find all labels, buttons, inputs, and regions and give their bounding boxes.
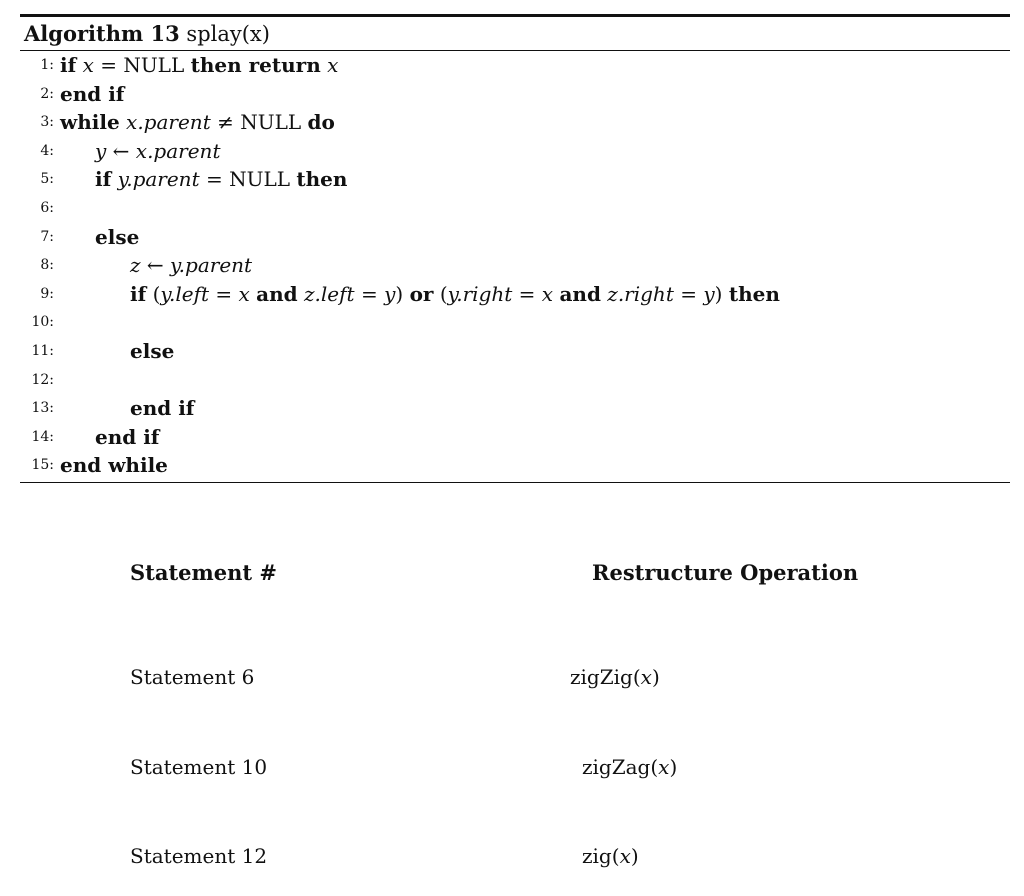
operation-name: zigZig	[570, 665, 633, 689]
algorithm-line-1	[20, 51, 1010, 80]
operator: =	[680, 281, 697, 306]
operation-cell: zig(x)	[582, 844, 639, 868]
algorithm-line-4	[20, 137, 1010, 166]
keyword: end if	[130, 396, 195, 421]
line-number: 1:	[40, 57, 54, 73]
line-number: 5:	[40, 171, 54, 188]
line-number: 11:	[31, 342, 54, 359]
line-number: 13:	[31, 400, 54, 417]
statement-cell: Statement 12	[130, 844, 268, 868]
algorithm-name: splay(x)	[186, 22, 270, 46]
expression: y.right	[447, 281, 513, 306]
operation-arg: x	[619, 844, 631, 868]
algorithm-caption	[20, 17, 1010, 50]
statement-cell: Statement 6	[130, 665, 255, 689]
algorithm-line-5	[20, 165, 1010, 194]
algorithm-label: Algorithm 13	[24, 21, 180, 46]
expression: x.parent	[135, 138, 221, 163]
algorithm-line-13	[20, 394, 1010, 423]
line-number: 2:	[40, 85, 54, 102]
operator: =	[518, 281, 536, 306]
line-number: 15:	[31, 457, 54, 474]
paren: )	[395, 281, 404, 306]
keyword: then	[728, 281, 780, 306]
keyword: or	[409, 281, 434, 306]
keyword: then	[296, 167, 348, 192]
algorithm-line-3	[20, 108, 1010, 137]
table-row	[0, 844, 1024, 874]
operation-cell: zigZig(x)	[570, 665, 660, 689]
variable: y	[95, 138, 107, 163]
operation-name: zig	[582, 844, 612, 868]
keyword: do	[307, 110, 335, 135]
statement-cell: Statement 10	[130, 755, 268, 779]
paren: )	[714, 281, 723, 306]
algorithm-line-15	[20, 451, 1010, 480]
line-number: 8:	[40, 257, 54, 274]
variable: y	[384, 281, 396, 306]
line-number: 12:	[31, 371, 54, 388]
variable: z	[130, 253, 141, 278]
bottom-rule	[20, 482, 1010, 483]
keyword: then return	[190, 53, 321, 77]
expression: y.parent	[170, 253, 253, 278]
keyword: if	[95, 167, 112, 192]
line-number: 3:	[40, 114, 54, 131]
operator: = NULL	[205, 167, 291, 192]
operator: = NULL	[100, 53, 185, 77]
expression: y.left	[160, 281, 210, 306]
keyword: else	[95, 224, 140, 249]
line-number: 4:	[40, 142, 54, 159]
algorithm-line-8	[20, 251, 1010, 280]
operation-arg: x	[640, 665, 652, 689]
keyword: end while	[60, 453, 168, 478]
algorithm-line-14	[20, 423, 1010, 452]
operator: =	[360, 281, 378, 306]
line-number: 14:	[31, 428, 54, 445]
variable: x	[82, 53, 94, 77]
keyword: end if	[95, 424, 160, 449]
algorithm-line-2	[20, 80, 1010, 109]
variable: y	[703, 281, 715, 306]
operation-cell: zigZag(x)	[582, 755, 678, 779]
keyword: if	[60, 53, 77, 77]
algorithm-line-10	[20, 308, 1010, 337]
variable: x	[327, 53, 339, 77]
line-number: 10:	[31, 314, 54, 331]
expression: z.right	[607, 281, 674, 306]
algorithm-block	[20, 14, 1010, 483]
keyword: if	[130, 281, 147, 306]
variable: x	[238, 281, 250, 306]
keyword: and	[559, 281, 601, 306]
keyword: while	[60, 110, 120, 135]
algorithm-lines	[20, 51, 1010, 480]
expression: y.parent	[117, 167, 200, 192]
expression: z.left	[304, 281, 355, 306]
keyword: and	[256, 281, 298, 306]
paren: (	[439, 281, 448, 306]
algorithm-line-11	[20, 337, 1010, 366]
paren: (	[152, 281, 161, 306]
header-operation: Restructure Operation	[592, 560, 859, 585]
operator: ≠ NULL	[217, 110, 302, 135]
algorithm-line-7	[20, 223, 1010, 252]
operator: =	[215, 281, 233, 306]
table-row	[0, 665, 1024, 695]
variable: x	[541, 281, 554, 306]
expression: x.parent	[126, 110, 211, 135]
keyword: else	[130, 338, 175, 363]
line-number: 6:	[40, 199, 54, 216]
algorithm-line-12	[20, 366, 1010, 395]
operation-arg: x	[658, 755, 670, 779]
operation-name: zigZag	[582, 755, 651, 779]
line-number: 7:	[40, 228, 54, 245]
line-number: 9:	[40, 285, 54, 302]
assign-arrow: ←	[112, 138, 130, 163]
table-row	[0, 755, 1024, 785]
algorithm-line-9	[20, 280, 1010, 309]
keyword: end if	[60, 81, 125, 106]
algorithm-line-6	[20, 194, 1010, 223]
assign-arrow: ←	[146, 253, 164, 278]
header-statement: Statement #	[130, 560, 277, 585]
